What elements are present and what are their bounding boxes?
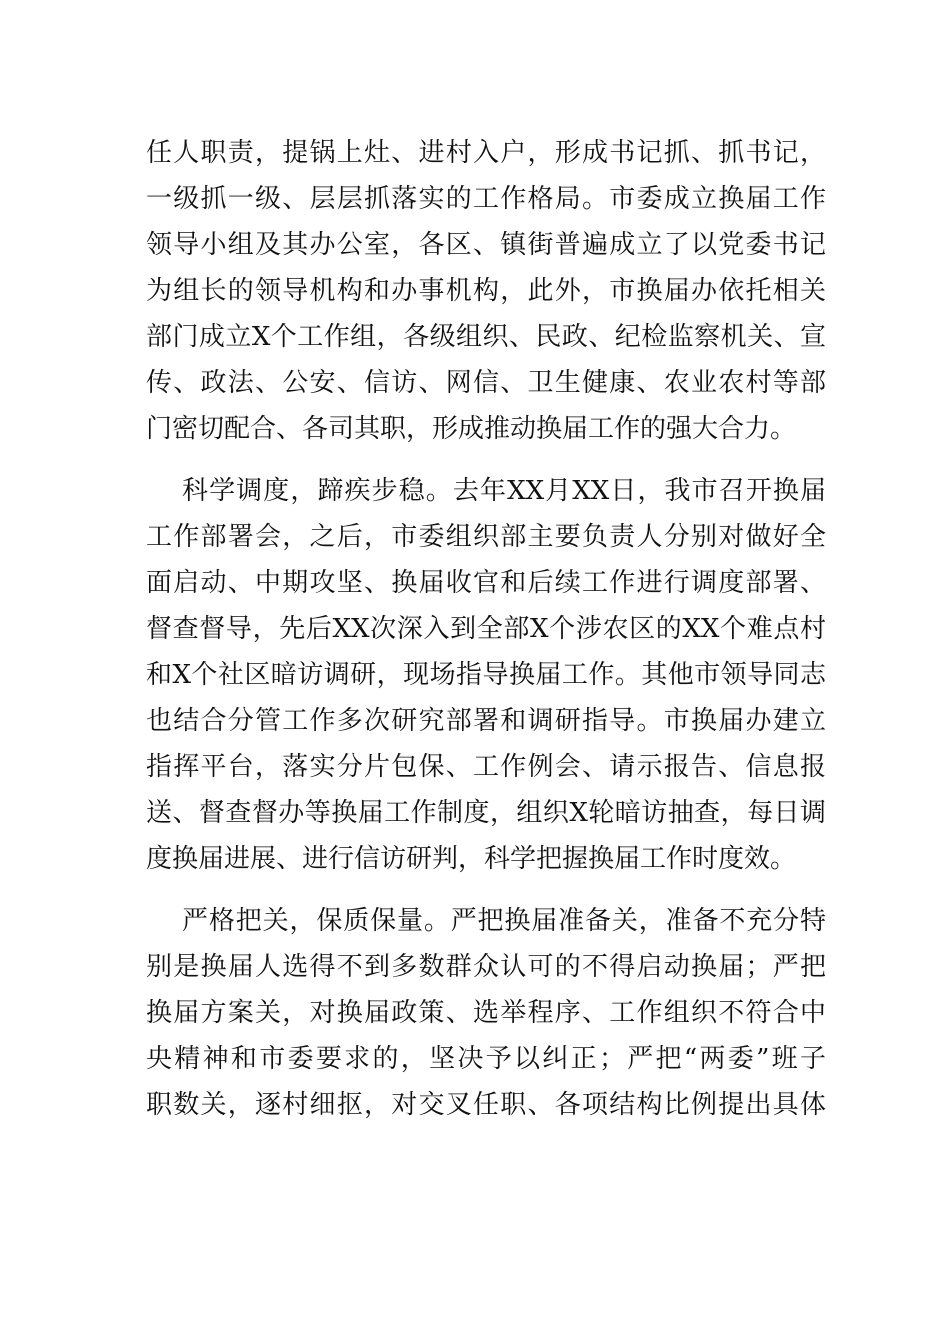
text-line: 指挥平台，落实分片包保、工作例会、请示报告、信息报 [146,752,826,782]
paragraph-1 [146,130,826,452]
text-line: 一级抓一级、层层抓落实的工作格局。市委成立换届工作 [146,184,826,214]
paragraph-2 [146,468,826,882]
paragraph-gap [146,452,826,468]
text-line: 科学调度，蹄疾步稳。去年XX月XX日，我市召开换届 [182,476,826,506]
text-line: 面启动、中期攻坚、换届收官和后续工作进行调度部署、 [146,568,826,598]
text-line: 送、督查督办等换届工作制度，组织X轮暗访抽查，每日调 [146,798,826,828]
text-line: 领导小组及其办公室，各区、镇街普遍成立了以党委书记 [146,230,826,260]
body-text [146,130,826,1128]
text-line: 任人职责，提锅上灶、进村入户，形成书记抓、抓书记， [146,138,826,168]
text-line: 门密切配合、各司其职，形成推动换届工作的强大合力。 [146,414,797,444]
text-line: 督查督导，先后XX次深入到全部X个涉农区的XX个难点村 [146,614,826,644]
text-line: 严格把关，保质保量。严把换届准备关，准备不充分特 [182,906,826,936]
text-line: 职数关，逐村细抠，对交叉任职、各项结构比例提出具体 [146,1090,826,1120]
paragraph-3 [146,898,826,1128]
paragraph-gap [146,882,826,898]
text-line: 为组长的领导机构和办事机构，此外，市换届办依托相关 [146,276,826,306]
text-line: 和X个社区暗访调研，现场指导换届工作。其他市领导同志 [146,660,826,690]
text-line: 也结合分管工作多次研究部署和调研指导。市换届办建立 [146,706,826,736]
text-line: 别是换届人选得不到多数群众认可的不得启动换届；严把 [146,952,826,982]
text-line: 传、政法、公安、信访、网信、卫生健康、农业农村等部 [146,368,826,398]
text-line: 央精神和市委要求的，坚决予以纠正；严把“两委”班子 [146,1044,826,1074]
text-line: 工作部署会，之后，市委组织部主要负责人分别对做好全 [146,522,826,552]
text-line: 换届方案关，对换届政策、选举程序、工作组织不符合中 [146,998,826,1028]
text-line: 度换届进展、进行信访研判，科学把握换届工作时度效。 [146,844,797,874]
text-line: 部门成立X个工作组，各级组织、民政、纪检监察机关、宣 [146,322,826,352]
